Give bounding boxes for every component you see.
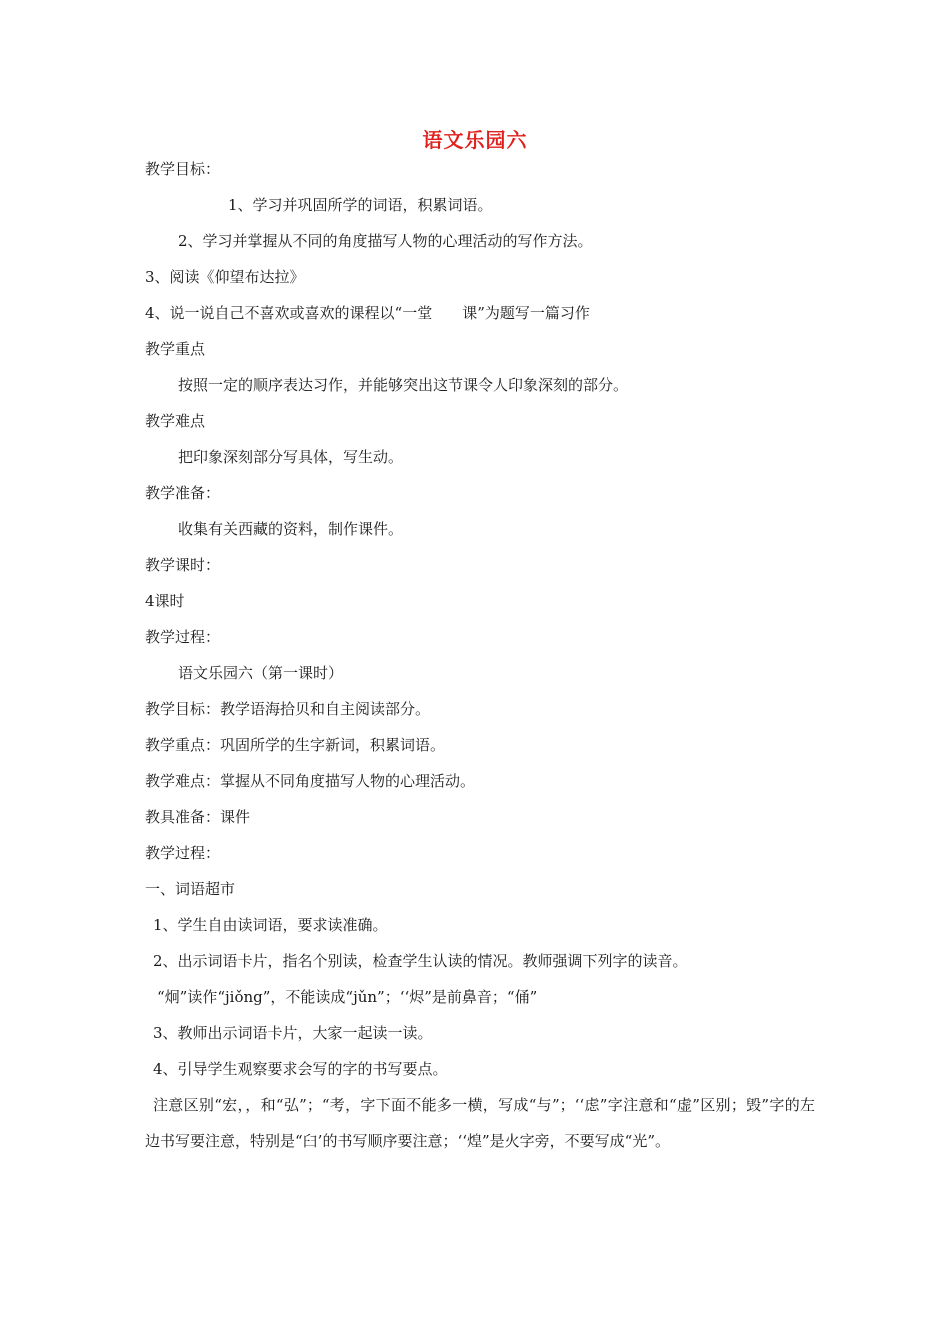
heading-class-hours: 教学课时：: [145, 556, 221, 574]
step-3: 3、教师出示词语卡片，大家一起读一读。: [153, 1024, 433, 1042]
heading-process: 教学过程：: [145, 628, 221, 646]
lesson-difficulties: 教学难点：掌握从不同角度描写人物的心理活动。: [145, 772, 476, 790]
key-points-text: 按照一定的顺序表达习作，并能够突出这节课令人印象深刻的部分。: [178, 376, 629, 394]
section-vocabulary-market: 一、词语超市: [145, 880, 236, 898]
step-4: 4、引导学生观察要求会写的字的书写要点。: [153, 1060, 448, 1078]
difficulties-text: 把印象深刻部分写具体，写生动。: [178, 448, 404, 466]
lesson-process-heading: 教学过程：: [145, 844, 221, 862]
lesson-objectives: 教学目标：教学语海拾贝和自主阅读部分。: [145, 700, 431, 718]
document-title: 语文乐园六: [422, 128, 528, 152]
objective-item-3: 3、阅读《仰望布达拉》: [145, 268, 305, 286]
lesson-tools: 教具准备：课件: [145, 808, 251, 826]
step-1: 1、学生自由读词语，要求读准确。: [153, 916, 388, 934]
heading-preparation: 教学准备：: [145, 484, 221, 502]
objective-item-2: 2、学习并掌握从不同的角度描写人物的心理活动的写作方法。: [178, 232, 593, 250]
document-body: [145, 151, 815, 1159]
lesson-subtitle: 语文乐园六（第一课时）: [178, 664, 344, 682]
class-hours-text: 4课时: [145, 592, 185, 610]
objective-item-4: 4、说一说自己不喜欢或喜欢的课程以“一堂 课”为题写一篇习作: [145, 304, 590, 322]
writing-note-paragraph: 注意区别“宏，，和“弘”；“考，字下面不能多一横，写成“与”；‘‘虑”字注意和“虚”区别；毁”字的左边书写要注意，特别是“臼’的书写顺序要注意；‘‘煌”是火字旁，不要写成“光”。: [145, 1096, 815, 1150]
heading-objectives: 教学目标：: [145, 160, 221, 178]
preparation-text: 收集有关西藏的资料，制作课件。: [178, 520, 404, 538]
heading-key-points: 教学重点: [145, 340, 206, 358]
heading-difficulties: 教学难点: [145, 412, 206, 430]
step-2: 2、出示词语卡片，指名个别读，检查学生认读的情况。教师强调下列字的读音。: [153, 952, 688, 970]
objective-item-1: 1、学习并巩固所学的词语，积累词语。: [228, 196, 493, 214]
pronunciation-note: “炯”读作“jiǒng”，不能读成“jǔn”；‘‘烬”是前鼻音；“俑”: [157, 988, 538, 1006]
lesson-key-points: 教学重点：巩固所学的生字新词，积累词语。: [145, 736, 446, 754]
